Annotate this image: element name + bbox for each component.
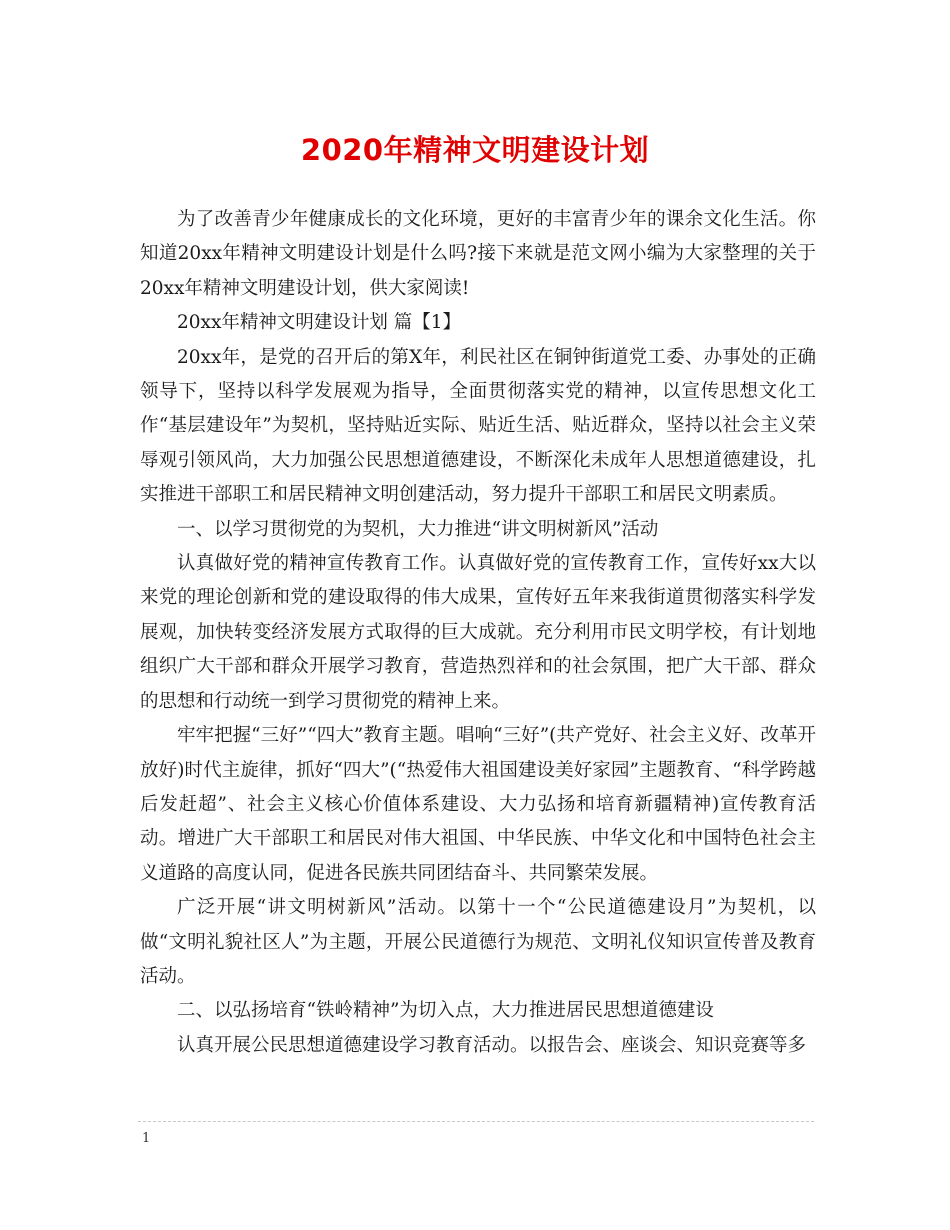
civility-activity-paragraph: 广泛开展“讲文明树新风”活动。以第十一个“公民道德建设月”为契机，以做“文明礼貌社区人”为主题，开展公民道德行为规范、文明礼仪知识宣传普及教育活动。 <box>140 897 816 987</box>
publicity-paragraph: 认真做好党的精神宣传教育工作。认真做好党的宣传教育工作，宣传好xx大以来党的理论创新和党的建设取得的伟大成果，宣传好五年来我街道贯彻落实科学发展观，加快转变经济发展方式取得的巨大成就。充分利用市民文明学校，有计划地组织广大干部和群众开展学习教育，营造热烈祥和的社会氛围，把广大干部、群众的思想和行动统一到学习贯彻党的精神上来。 <box>140 553 816 712</box>
section-heading-part-1: 20xx年精神文明建设计划 篇【1】 <box>177 312 462 334</box>
section-heading-two: 二、以弘扬培育“铁岭精神”为切入点，大力推进居民思想道德建设 <box>177 1000 714 1022</box>
education-theme-paragraph: 牢牢把握“三好”“四大”教育主题。唱响“三好”(共产党好、社会主义好、改革开放好)时代主旋律，抓好“四大”(“热爱伟大祖国建设美好家园”主题教育、“科学跨越后发赶超”、社会主义核心价值体系建设、大力弘扬和培育新疆精神)宣传教育活动。增进广大干部职工和居民对伟大祖国、中华民族、中华文化和中国特色社会主义道路的高度认同，促进各民族共同团结奋斗、共同繁荣发展。 <box>140 725 816 884</box>
overview-paragraph: 20xx年，是党的召开后的第X年，利民社区在铜钟街道党工委、办事处的正确领导下，坚持以科学发展观为指导，全面贯彻落实党的精神，以宣传思想文化工作“基层建设年”为契机，坚持贴近实际、贴近生活、贴近群众，坚持以社会主义荣辱观引领风尚，大力加强公民思想道德建设，不断深化未成年人思想道德建设，扎实推进干部职工和居民精神文明创建活动，努力提升干部职工和居民文明素质。 <box>140 346 816 506</box>
page-number: 1 <box>142 1131 151 1146</box>
document-title: 2020年精神文明建设计划 <box>300 133 650 167</box>
intro-paragraph: 为了改善青少年健康成长的文化环境，更好的丰富青少年的课余文化生活。你知道20xx年精神文明建设计划是什么吗?接下来就是范文网小编为大家整理的关于20xx年精神文明建设计划，供大家阅读! <box>140 209 816 299</box>
section-heading-one: 一、以学习贯彻党的为契机，大力推进“讲文明树新风”活动 <box>177 518 659 540</box>
footer-divider <box>138 1121 814 1122</box>
document-body <box>140 203 816 1063</box>
moral-education-paragraph: 认真开展公民思想道德建设学习教育活动。以报告会、座谈会、知识竞赛等多 <box>177 1034 807 1056</box>
